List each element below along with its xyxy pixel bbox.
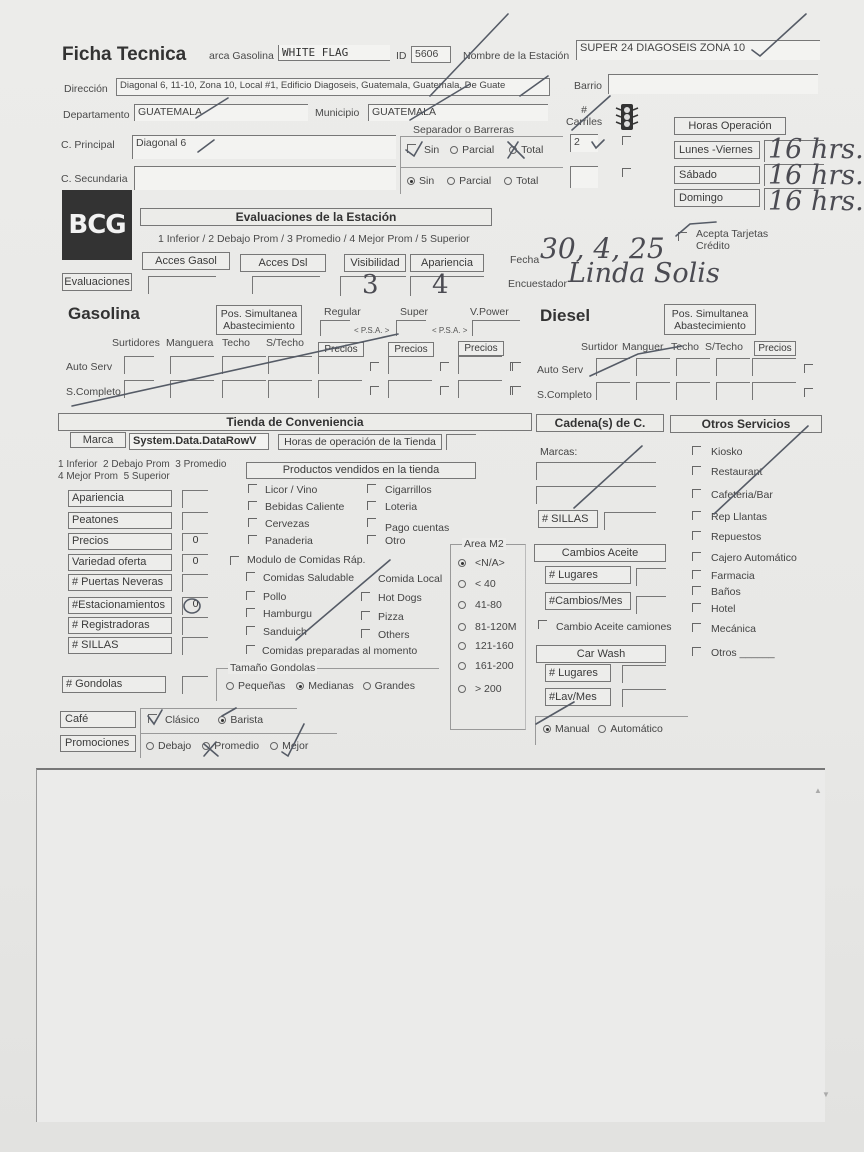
comida-right-0-checkbox[interactable] — [361, 592, 370, 601]
gas-price-r0-c1[interactable] — [388, 356, 432, 374]
otros-4-label: Repuestos — [711, 531, 762, 543]
municipio-label: Municipio — [315, 107, 360, 119]
producto-left-0-checkbox[interactable] — [248, 484, 257, 493]
comida-left-2-checkbox[interactable] — [246, 608, 255, 617]
diesel-cell-r1-c2[interactable] — [676, 382, 710, 400]
departamento-field[interactable]: GUATEMALA — [134, 104, 308, 121]
aceite-camiones-checkbox[interactable] — [538, 620, 547, 629]
area-option-3-radio[interactable] — [458, 623, 466, 631]
producto-right-0-checkbox[interactable] — [367, 484, 376, 493]
comida-left-1-label: Pollo — [263, 591, 287, 603]
medianas-radio[interactable] — [296, 682, 304, 690]
otros-2-checkbox[interactable] — [692, 489, 701, 498]
producto-left-0-label: Licor / Vino — [265, 484, 318, 496]
rating-8-field[interactable] — [182, 676, 208, 694]
c-principal-label: C. Principal — [61, 139, 115, 151]
notes-textarea[interactable] — [36, 768, 825, 1122]
id-field[interactable]: 5606 — [411, 46, 451, 63]
area-option-5-radio[interactable] — [458, 662, 466, 670]
producto-right-2-checkbox[interactable] — [367, 518, 376, 527]
total-radio-2[interactable] — [504, 177, 512, 185]
gas-price-r0-c2[interactable] — [458, 356, 502, 374]
vpower-psa-field[interactable] — [472, 320, 520, 336]
otros-3-label: Rep Llantas — [711, 511, 768, 523]
separador-row-2 — [407, 175, 538, 187]
promedio-label: Promedio — [214, 740, 260, 752]
diesel-auto-serv-label: Auto Serv — [537, 364, 584, 376]
comida-left-1-checkbox[interactable] — [246, 591, 255, 600]
otros-6-label: Farmacia — [711, 570, 755, 582]
comida-right-0-label: Hot Dogs — [378, 592, 422, 604]
scroll-up-icon[interactable]: ▲ — [814, 786, 822, 795]
lunes-viernes-handwritten: 16 hrs. — [768, 134, 864, 165]
manual-radio[interactable] — [543, 725, 551, 733]
clasico-checkbox[interactable] — [148, 714, 157, 723]
automatico-radio[interactable] — [598, 725, 606, 733]
rating-6-button[interactable]: # Registradoras — [68, 617, 172, 634]
pequenas-label: Pequeñas — [238, 680, 286, 692]
visibilidad-button[interactable]: Visibilidad — [344, 254, 406, 272]
station-field[interactable]: SUPER 24 DIAGOSEIS ZONA 10 — [576, 40, 820, 60]
area-option-5-label: 161-200 — [475, 660, 514, 672]
promociones-button[interactable]: Promociones — [60, 735, 136, 752]
area-option-2 — [458, 599, 502, 611]
carriles-checkbox[interactable] — [622, 136, 631, 145]
col-techo: Techo — [222, 337, 251, 349]
parcial-label-2: Parcial — [459, 175, 492, 187]
regular-label: Regular — [324, 306, 361, 318]
total-label-2: Total — [516, 175, 539, 187]
separador-row-1 — [407, 144, 543, 156]
area-option-1-radio[interactable] — [458, 580, 466, 588]
total-radio-1[interactable] — [509, 146, 517, 154]
mejor-label: Mejor — [282, 740, 309, 752]
diesel-col-techo: Techo — [671, 341, 700, 353]
otros-8-checkbox[interactable] — [692, 603, 701, 612]
gas-cell-r0-c3[interactable] — [268, 356, 312, 374]
diesel-cell-r1-c0[interactable] — [596, 382, 630, 400]
comida-right-1-label: Pizza — [378, 611, 404, 623]
cafe-options — [148, 714, 263, 726]
debajo-label: Debajo — [158, 740, 192, 752]
comida-right-1-checkbox[interactable] — [361, 611, 370, 620]
producto-right-3-checkbox[interactable] — [367, 535, 376, 544]
comida-right-2-label: Others — [378, 629, 410, 641]
gondolas-options — [226, 680, 415, 692]
sin-label-1: Sin — [424, 144, 440, 156]
fecha-handwritten: 30, 4, 25 — [540, 232, 665, 265]
producto-right-3-label: Otro — [385, 535, 406, 547]
total-label-1: Total — [521, 144, 544, 156]
rating-6-field[interactable] — [182, 617, 208, 635]
otros-0-checkbox[interactable] — [692, 446, 701, 455]
gas-price-check-r1-c1[interactable] — [440, 386, 449, 395]
gas-auto-serv-label: Auto Serv — [66, 361, 113, 373]
producto-right-1-checkbox[interactable] — [367, 501, 376, 510]
otros-4-checkbox[interactable] — [692, 531, 701, 540]
producto-left-1-checkbox[interactable] — [248, 501, 257, 510]
tienda-title: Tienda de Conveniencia — [58, 413, 532, 431]
promo-options — [146, 740, 308, 752]
area-option-4-label: 121-160 — [475, 640, 514, 652]
municipio-field[interactable]: GUATEMALA — [368, 104, 548, 121]
gas-cell-r1-c3[interactable] — [268, 380, 312, 398]
lav-mes-button[interactable]: #Lav/Mes — [545, 688, 611, 706]
vpower-check-r0[interactable] — [512, 362, 521, 371]
tienda-scale: 1 Inferior 2 Debajo Prom 3 Promedio 4 Mejor Prom 5 Superior — [58, 459, 227, 482]
sin-radio-2[interactable] — [407, 177, 415, 185]
diesel-cell-r0-c1[interactable] — [636, 358, 670, 376]
diesel-cell-r0-c3[interactable] — [716, 358, 750, 376]
area-option-1-label: < 40 — [475, 578, 496, 590]
diesel-col-manguer: Manguer — [622, 341, 664, 353]
rating-4-field[interactable] — [182, 574, 208, 592]
domingo-handwritten: 16 hrs. — [768, 186, 864, 217]
comida-right-2-checkbox[interactable] — [361, 629, 370, 638]
carriles-field[interactable]: 2 — [570, 134, 598, 152]
direccion-field[interactable]: Diagonal 6, 11-10, Zona 10, Local #1, Edificio Diagoseis, Guatemala, Guatemala, De Guate — [116, 78, 550, 96]
aceite-camiones-label: Cambio Aceite camiones — [556, 621, 672, 633]
rating-4-button[interactable]: # Puertas Neveras — [68, 574, 172, 591]
producto-left-2-label: Cervezas — [265, 518, 310, 530]
otros-9-label: Mecánica — [711, 623, 756, 635]
diesel-col-stecho: S/Techo — [705, 341, 743, 353]
gas-cell-r1-c0[interactable] — [124, 380, 154, 398]
automatico-label: Automático — [610, 723, 663, 735]
super-psa-field[interactable] — [396, 320, 426, 336]
precios-super-button[interactable]: Precios — [388, 342, 434, 357]
precios-vpower-button[interactable]: Precios — [458, 341, 504, 356]
manual-label: Manual — [555, 723, 590, 735]
barrio-label: Barrio — [574, 80, 603, 92]
producto-right-1-label: Loteria — [385, 501, 418, 513]
vpower-check-r1[interactable] — [512, 386, 521, 395]
tarjetas-label: Acepta Tarjetas Crédito — [696, 228, 769, 252]
rating-2-button[interactable]: Precios — [68, 533, 172, 550]
area-option-2-label: 41-80 — [475, 599, 502, 611]
gasolina-title: Gasolina — [68, 304, 140, 323]
rating-0-field[interactable] — [182, 490, 208, 508]
sin-checkbox-1[interactable] — [407, 144, 416, 153]
gas-cell-r1-c1[interactable] — [170, 380, 214, 398]
debajo-radio[interactable] — [146, 742, 154, 750]
barista-radio[interactable] — [218, 716, 226, 724]
producto-right-0-label: Cigarrillos — [385, 484, 432, 496]
area-option-3 — [458, 621, 516, 633]
sabado-handwritten: 16 hrs. — [768, 160, 864, 191]
rating-0-button[interactable]: Apariencia — [68, 490, 172, 507]
area-title: Area M2 — [464, 538, 504, 550]
cambios-aceite-button[interactable]: Cambios Aceite — [534, 544, 666, 562]
rating-1-field[interactable] — [182, 512, 208, 530]
cafe-button[interactable]: Café — [60, 711, 136, 728]
gas-s-completo-label: S.Completo — [66, 386, 121, 398]
promedio-radio[interactable] — [202, 742, 210, 750]
cadena-title: Cadena(s) de C. — [536, 414, 664, 432]
area-option-2-radio[interactable] — [458, 601, 466, 609]
diesel-s-completo-label: S.Completo — [537, 389, 592, 401]
marca-tienda-field[interactable]: System.Data.DataRowV — [129, 433, 269, 450]
otros-3-checkbox[interactable] — [692, 511, 701, 520]
comida-left-4-checkbox[interactable] — [246, 645, 255, 654]
psa-label-1: < P.S.A. > — [354, 326, 390, 335]
rating-8-button[interactable]: # Gondolas — [62, 676, 166, 693]
producto-left-3-checkbox[interactable] — [248, 535, 257, 544]
apariencia-button[interactable]: Apariencia — [410, 254, 484, 272]
regular-psa-field[interactable] — [320, 320, 350, 336]
rating-5-button[interactable]: #Estacionamientos — [68, 597, 172, 614]
gas-price-check-r0-c1[interactable] — [440, 362, 449, 371]
horas-tienda-button[interactable]: Horas de operación de la Tienda — [278, 434, 442, 450]
scroll-down-icon[interactable]: ▼ — [822, 1090, 830, 1099]
medianas-label: Medianas — [308, 680, 354, 692]
productos-title: Productos vendidos en la tienda — [246, 462, 476, 479]
c-secundaria-label: C. Secundaria — [61, 173, 128, 185]
area-option-0-label: <N/A> — [475, 557, 505, 569]
marca-field[interactable]: WHITE FLAG — [278, 45, 390, 61]
evaluaciones-title: Evaluaciones de la Estación — [140, 208, 492, 226]
gondolas-title: Tamaño Gondolas — [230, 662, 316, 674]
apariencia-handwritten: 4 — [432, 270, 449, 300]
lugares2-field[interactable] — [622, 665, 666, 683]
station-label: Nombre de la Estación — [463, 50, 570, 62]
parcial-label-1: Parcial — [462, 144, 495, 156]
diesel-pos-sim-button[interactable]: Pos. Simultanea Abastecimiento — [664, 304, 756, 335]
departamento-label: Departamento — [63, 109, 130, 121]
vpower-label: V.Power — [470, 306, 509, 318]
bcg-logo: BCG — [62, 190, 132, 260]
fecha-label: Fecha — [510, 254, 540, 266]
comida-left-0-checkbox[interactable] — [246, 572, 255, 581]
area-option-0 — [458, 557, 505, 569]
form-title: Ficha Tecnica — [62, 44, 187, 65]
area-option-6-radio[interactable] — [458, 685, 466, 693]
col-surtidores: Surtidores — [112, 337, 160, 349]
diesel-precios-button[interactable]: Precios — [754, 341, 796, 356]
encuestador-handwritten: Linda Solis — [568, 258, 720, 289]
acces-dsl-button[interactable]: Acces Dsl — [240, 254, 326, 272]
area-option-0-radio[interactable] — [458, 559, 466, 567]
otros-10-checkbox[interactable] — [692, 647, 701, 656]
otros-2-label: Cafeteria/Bar — [711, 489, 773, 501]
otros-5-checkbox[interactable] — [692, 552, 701, 561]
otros-6-checkbox[interactable] — [692, 570, 701, 579]
evaluaciones-button[interactable]: Evaluaciones — [62, 273, 132, 291]
barrio-field[interactable] — [608, 74, 818, 94]
grandes-radio[interactable] — [363, 682, 371, 690]
tarjetas-checkbox[interactable] — [678, 232, 687, 241]
sin-label-2: Sin — [419, 175, 435, 187]
domingo-label: Domingo — [674, 189, 760, 207]
otros-7-checkbox[interactable] — [692, 586, 701, 595]
gasolina-pos-sim-button[interactable]: Pos. Simultanea Abastecimiento — [216, 305, 302, 335]
gas-cell-r1-c2[interactable] — [222, 380, 266, 398]
gas-cell-r0-c1[interactable] — [170, 356, 214, 374]
diesel-cell-r1-c4[interactable] — [752, 382, 796, 400]
carriles-checkbox-2[interactable] — [622, 168, 631, 177]
producto-left-3-label: Panaderia — [265, 535, 313, 547]
carriles-field-2[interactable] — [570, 166, 598, 188]
gas-cell-r0-c0[interactable] — [124, 356, 154, 374]
area-option-4 — [458, 640, 514, 652]
producto-right-2-label: Pago cuentas — [385, 522, 450, 534]
horas-tienda-field[interactable] — [446, 434, 476, 450]
acces-gasol-button[interactable]: Acces Gasol — [142, 252, 230, 270]
rating-1-button[interactable]: Peatones — [68, 512, 172, 529]
sillas-cadena-field[interactable] — [604, 512, 656, 530]
visibilidad-handwritten: 3 — [362, 270, 379, 300]
marca-tienda-button[interactable]: Marca — [70, 432, 126, 448]
rating-5-field[interactable]: 0 — [182, 597, 208, 615]
lugares-field[interactable] — [636, 568, 666, 586]
otros-0-label: Kiosko — [711, 446, 743, 458]
separador-title: Separador o Barreras — [413, 124, 514, 136]
lunes-viernes-label: Lunes -Viernes — [674, 141, 760, 159]
comida-left-3-label: Sanduich — [263, 626, 307, 638]
gas-price-r1-c0[interactable] — [318, 380, 362, 398]
encuestador-label: Encuestador — [508, 278, 567, 290]
diesel-title: Diesel — [540, 306, 591, 325]
diesel-cell-r0-c2[interactable] — [676, 358, 710, 376]
gas-price-r1-c1[interactable] — [388, 380, 432, 398]
rating-7-button[interactable]: # SILLAS — [68, 637, 172, 654]
comida-left-3-checkbox[interactable] — [246, 626, 255, 635]
rating-7-field[interactable] — [182, 637, 208, 655]
sillas-cadena-button[interactable]: # SILLAS — [538, 510, 598, 528]
sabado-label: Sábado — [674, 166, 760, 184]
lugares-button[interactable]: # Lugares — [545, 566, 631, 584]
area-option-1 — [458, 578, 496, 590]
rating-3-button[interactable]: Variedad oferta — [68, 554, 172, 571]
otros-1-label: Restaurant — [711, 466, 763, 478]
precios-regular-button[interactable]: Precios — [318, 342, 364, 357]
comida-left-2-label: Hamburgu — [263, 608, 313, 620]
area-option-4-radio[interactable] — [458, 642, 466, 650]
gas-price-r0-c0[interactable] — [318, 356, 362, 374]
diesel-cell-r0-c0[interactable] — [596, 358, 630, 376]
area-option-5 — [458, 660, 514, 672]
lav-mes-field[interactable] — [622, 689, 666, 707]
area-option-6-label: > 200 — [475, 683, 502, 695]
diesel-cell-r1-c1[interactable] — [636, 382, 670, 400]
producto-left-1-label: Bebidas Caliente — [265, 501, 345, 513]
c-secundaria-field[interactable] — [134, 166, 396, 190]
barista-label: Barista — [230, 714, 264, 726]
otros-10-label: Otros ______ — [711, 647, 775, 659]
cambios-mes-button[interactable]: #Cambios/Mes — [545, 592, 631, 610]
producto-left-2-checkbox[interactable] — [248, 518, 257, 527]
otros-8-label: Hotel — [711, 603, 736, 615]
rating-2-field[interactable]: 0 — [182, 533, 208, 551]
traffic-light-icon — [614, 102, 640, 132]
otros-1-checkbox[interactable] — [692, 466, 701, 475]
marca-label: arca Gasolina — [209, 50, 274, 62]
carriles-label: # Carriles — [566, 104, 603, 128]
marcas-field-1[interactable] — [536, 462, 656, 480]
parcial-radio-1[interactable] — [450, 146, 458, 154]
diesel-col-surtidor: Surtidor — [581, 341, 618, 353]
otros-title: Otros Servicios — [670, 415, 822, 433]
marcas-field-2[interactable] — [536, 486, 656, 504]
psa-label-2: < P.S.A. > — [432, 326, 468, 335]
mejor-radio[interactable] — [270, 742, 278, 750]
comidas-label: Modulo de Comidas Ráp. — [247, 554, 366, 566]
comida-left-0-label: Comidas Saludable — [263, 572, 355, 584]
gas-price-check-r0-c0[interactable] — [370, 362, 379, 371]
gas-price-check-r1-c0[interactable] — [370, 386, 379, 395]
comidas-checkbox[interactable] — [230, 556, 239, 565]
lugares2-button[interactable]: # Lugares — [545, 664, 611, 682]
wash-mode-options — [543, 723, 663, 735]
horas-title[interactable]: Horas Operación — [674, 117, 786, 135]
col-manguera: Manguera — [166, 337, 214, 349]
id-label: ID — [396, 50, 407, 62]
diesel-cell-r1-c3[interactable] — [716, 382, 750, 400]
area-group — [450, 544, 526, 730]
comida-local-label: Comida Local — [378, 573, 443, 585]
comida-left-4-label: Comidas preparadas al momento — [262, 645, 418, 657]
super-label: Super — [400, 306, 429, 318]
diesel-cell-r0-c4[interactable] — [752, 358, 796, 376]
car-wash-button[interactable]: Car Wash — [536, 645, 666, 663]
diesel-check-r1[interactable] — [804, 388, 813, 397]
pequenas-radio[interactable] — [226, 682, 234, 690]
diesel-check-r0[interactable] — [804, 364, 813, 373]
otros-5-label: Cajero Automático — [711, 552, 797, 564]
col-stecho: S/Techo — [266, 337, 304, 349]
gas-price-r1-c2[interactable] — [458, 380, 502, 398]
evaluaciones-scale: 1 Inferior / 2 Debajo Prom / 3 Promedio / 4 Mejor Prom / 5 Superior — [158, 233, 470, 245]
area-option-6 — [458, 683, 502, 695]
c-principal-field[interactable]: Diagonal 6 — [132, 135, 396, 159]
acces-dsl-field[interactable] — [252, 276, 320, 294]
cambios-mes-field[interactable] — [636, 596, 666, 614]
clasico-label: Clásico — [165, 714, 200, 726]
rating-3-field[interactable]: 0 — [182, 554, 208, 572]
grandes-label: Grandes — [374, 680, 415, 692]
acces-gasol-field[interactable] — [148, 276, 216, 294]
parcial-radio-2[interactable] — [447, 177, 455, 185]
area-option-3-label: 81-120M — [475, 621, 517, 633]
direccion-label: Dirección — [64, 83, 108, 95]
gas-cell-r0-c2[interactable] — [222, 356, 266, 374]
otros-9-checkbox[interactable] — [692, 623, 701, 632]
marcas-label: Marcas: — [540, 446, 578, 458]
otros-7-label: Baños — [711, 586, 741, 598]
